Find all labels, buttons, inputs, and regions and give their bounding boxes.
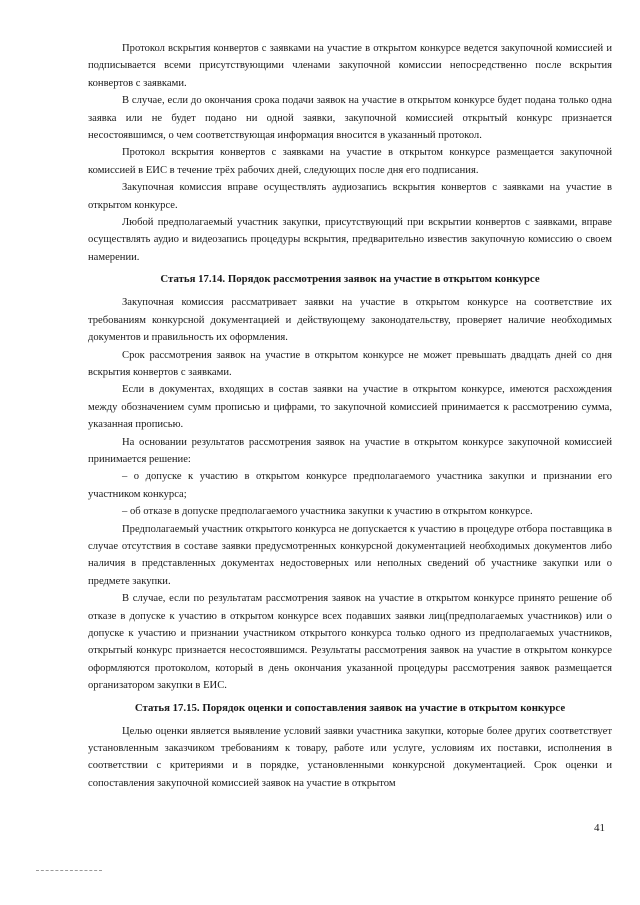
page-body [88, 40, 612, 792]
paragraph: Если в документах, входящих в состав заявки на участие в открытом конкурсе, имеются расхождения между обозначением сумм прописью и цифрами, то закупочной комиссией принимается к рассмотрению сумма, указанная прописью. [88, 384, 612, 431]
paragraph: Закупочная комиссия рассматривает заявки на участие в открытом конкурсе на соответствие их требованиям конкурсной документацией и действующему законодательству, проверяет наличие необходимых документов и правильность их оформления. [88, 297, 612, 344]
scan-artifact-line [36, 870, 102, 871]
paragraph: Предполагаемый участник открытого конкурса не допускается к участию в процедуре отбора поставщика в случае отсутствия в составе заявки предусмотренных конкурсной документацией необходимых документов либо наличия в представленных документах недостоверных или неполных сведений об участнике закупки или о предмете закупки. [88, 523, 612, 587]
paragraph: Срок рассмотрения заявок на участие в открытом конкурсе не может превышать двадцать дней со дня вскрытия конвертов с заявками. [88, 349, 612, 378]
article-heading-17-15: Статья 17.15. Порядок оценки и сопоставления заявок на участие в открытом конкурсе [134, 701, 566, 714]
paragraph: Любой предполагаемый участник закупки, присутствующий при вскрытии конвертов с заявками, вправе осуществлять аудио и видеозапись процедуры вскрытия, предварительно известив закупочную комиссию о своем намерении. [88, 217, 612, 263]
paragraph: Протокол вскрытия конвертов с заявками на участие в открытом конкурсе размещается закупочной комиссией в ЕИС в течение трёх рабочих дней, следующих после дня его подписания. [88, 147, 612, 176]
page-number: 41 [594, 822, 605, 834]
paragraph: На основании результатов рассмотрения заявок на участие в открытом конкурсе закупочной комиссией принимается решение: [88, 436, 612, 465]
paragraph: Закупочная комиссия вправе осуществлять аудиозапись вскрытия конвертов с заявками на участие в открытом конкурсе. [88, 182, 612, 211]
paragraph: В случае, если до окончания срока подачи заявок на участие в открытом конкурсе будет подана только одна заявка или не будет подано ни одной заявки, закупочной комиссией открытый конкурс признается несостоявшимся, о чем соответствующая информация вносится в указанный протокол. [88, 95, 612, 142]
article-heading-17-14: Статья 17.14. Порядок рассмотрения заявок на участие в открытом конкурсе [160, 273, 540, 286]
list-item: – о допуске к участию в открытом конкурсе предполагаемого участника закупки и признании его участником конкурса; [88, 471, 612, 500]
paragraph: Целью оценки является выявление условий заявки участника закупки, которые более других соответствует установленным заказчиком требованиям к товару, работе или услуге, условиям их поставки, исполнения в соответствии с критериями и в порядке, установленными конкурсной документацией. Срок оценки и сопоставления закупочной комиссией заявок на участие в открытом [88, 725, 612, 789]
paragraph: В случае, если по результатам рассмотрения заявок на участие в открытом конкурсе принято решение об отказе в допуске к участию в открытом конкурсе всех подавших заявки лиц(предполагаемых участников) или о допуске к участию и признании участником открытого конкурса только одного из предполагаемых участников, открытый конкурс признается несостоявшимся. Результаты рассмотрения заявок на участие в открытом конкурсе оформляются протоколом, который в день окончания указанной процедуры рассмотрения заявок размещается организатором закупки в ЕИС. [88, 593, 612, 692]
list-item: – об отказе в допуске предполагаемого участника закупки к участию в открытом конкурсе. [122, 506, 533, 518]
paragraph: Протокол вскрытия конвертов с заявками на участие в открытом конкурсе ведется закупочной комиссией и подписывается всеми присутствующими членами закупочной комиссии непосредственно после вскрытия конвертов с заявками. [88, 43, 612, 89]
